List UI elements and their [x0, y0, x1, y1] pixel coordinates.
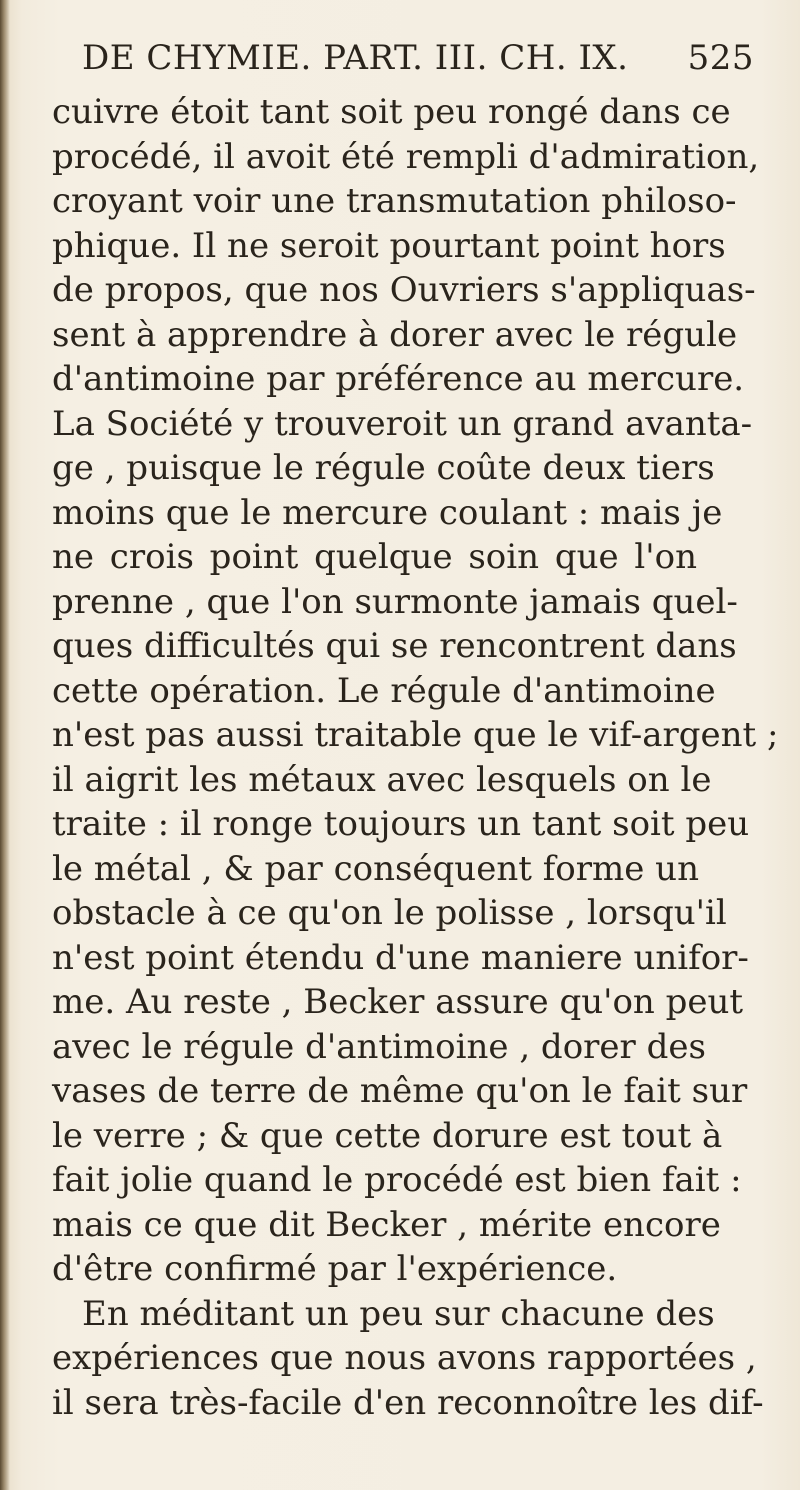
running-head: [52, 34, 762, 90]
text-line: moins que le mercure coulant : mais je: [52, 492, 723, 533]
binding-edge: [0, 0, 10, 1490]
text-line: obstacle à ce qu'on le polisse , lorsqu'il: [52, 893, 727, 933]
text-line: n'est pas aussi traitable que le vif-argent ;: [52, 715, 779, 755]
page-number: 525: [687, 38, 754, 78]
text-line: le verre ; & que cette dorure est tout à: [52, 1115, 723, 1156]
text-line: cette opération. Le régule d'antimoine: [52, 670, 716, 711]
text-line: prenne , que l'on surmonte jamais quel-: [52, 581, 738, 622]
text-line: phique. Il ne seroit pourtant point hors: [52, 225, 726, 266]
text-line: procédé, il avoit été rempli d'admiration,: [52, 136, 760, 177]
text-line: ne crois point quelque soin que l'on: [52, 537, 697, 577]
text-line: n'est point étendu d'une maniere unifor-: [52, 937, 749, 978]
text-line: le métal , & par conséquent forme un: [52, 848, 699, 889]
text-line: fait jolie quand le procédé est bien fait :: [52, 1160, 742, 1200]
text-line: croyant voir une transmutation philoso-: [52, 181, 737, 221]
text-line: expériences que nous avons rapportées ,: [52, 1338, 757, 1378]
text-line: il aigrit les métaux avec lesquels on le: [52, 759, 712, 800]
body-text: [52, 90, 779, 1425]
text-line: sent à apprendre à dorer avec le régule: [52, 314, 738, 355]
text-line: En méditant un peu sur chacune des: [82, 1293, 715, 1334]
text-line: d'être confirmé par l'expérience.: [52, 1249, 618, 1289]
text-line: il sera très-facile d'en reconnoître les dif-: [52, 1382, 764, 1423]
text-line: d'antimoine par préférence au mercure.: [52, 359, 745, 399]
running-head-title: DE CHYMIE. PART. III. CH. IX.: [82, 38, 629, 78]
text-line: La Société y trouveroit un grand avanta-: [52, 403, 753, 444]
text-line: avec le régule d'antimoine , dorer des: [52, 1026, 706, 1067]
text-line: ques difficultés qui se rencontrent dans: [52, 626, 737, 666]
text-line: de propos, que nos Ouvriers s'appliquas-: [52, 270, 756, 310]
text-line: cuivre étoit tant soit peu rongé dans ce: [52, 92, 731, 132]
page-text-block: [52, 34, 779, 1425]
text-line: ge , puisque le régule coûte deux tiers: [52, 448, 715, 488]
text-line: me. Au reste , Becker assure qu'on peut: [52, 982, 744, 1022]
text-line: mais ce que dit Becker , mérite encore: [52, 1204, 721, 1245]
text-line: vases de terre de même qu'on le fait sur: [52, 1071, 748, 1111]
text-line: traite : il ronge toujours un tant soit peu: [52, 804, 750, 844]
